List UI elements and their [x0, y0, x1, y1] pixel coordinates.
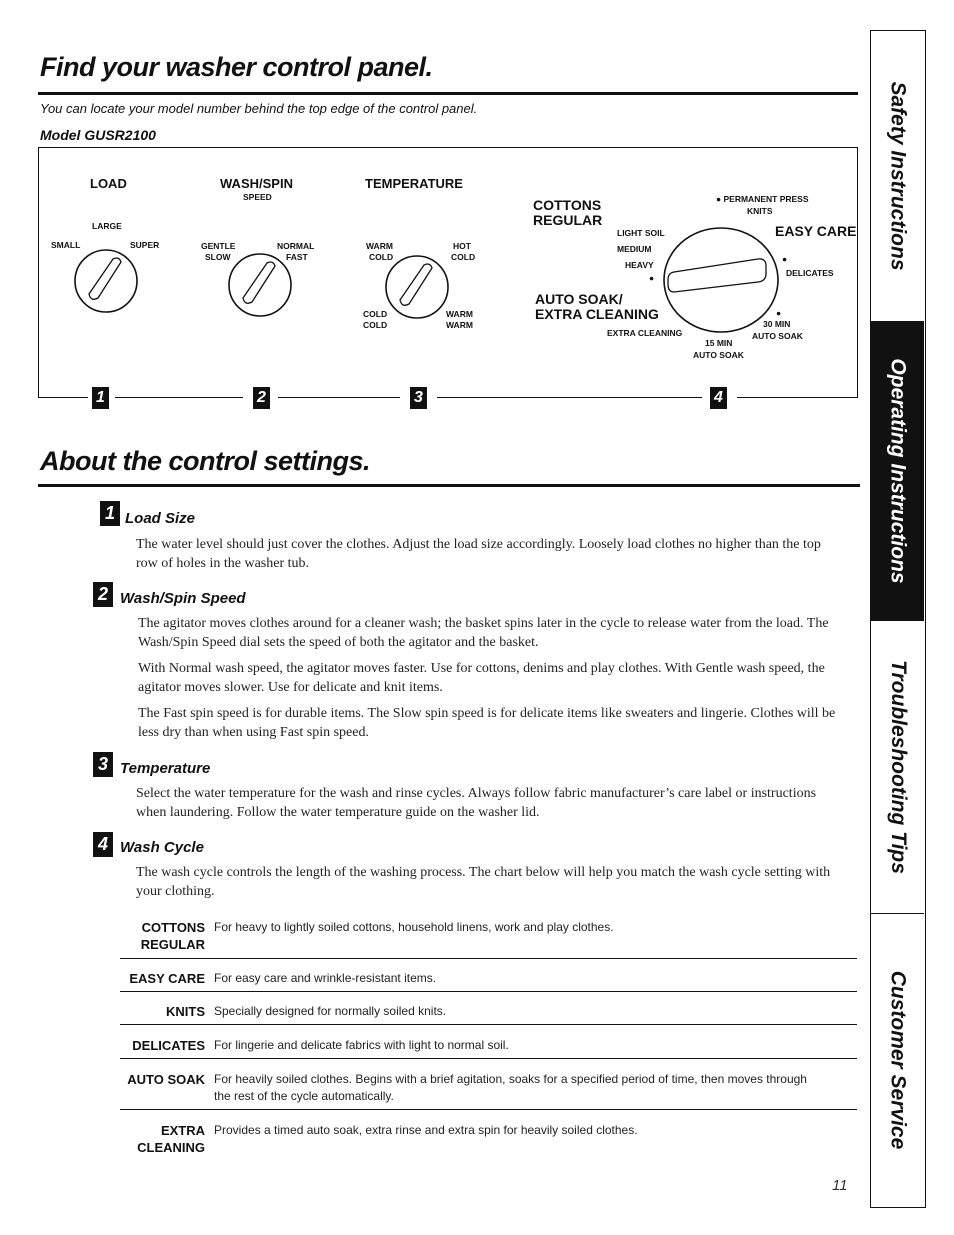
- about-title: About the control settings.: [40, 446, 370, 476]
- cycle-row-divider: [120, 991, 857, 992]
- cycle-easy-care: EASY CARE: [775, 223, 857, 239]
- section-2-marker: 2: [93, 582, 113, 607]
- perm-press-text: PERMANENT PRESS: [723, 194, 809, 204]
- washspin-normal: NORMAL: [277, 241, 315, 251]
- panel-baseline: [278, 397, 400, 398]
- cycle-row-divider: [120, 1058, 857, 1059]
- panel-baseline: [115, 397, 243, 398]
- heavy-dot-icon: ●: [649, 273, 655, 283]
- cycle-cottons: COTTONS: [533, 197, 602, 213]
- panel-baseline: [737, 397, 857, 398]
- washspin-gentle: GENTLE: [201, 241, 236, 251]
- cycle-row-desc: For easy care and wrinkle-resistant items.: [214, 971, 437, 985]
- tab-label: Safety Instructions: [886, 81, 910, 271]
- cycle-row-divider: [120, 958, 857, 959]
- section-3-marker: 3: [93, 752, 113, 777]
- cycle-row-desc: For heavily soiled clothes. Begins with a brief agitation, soaks for a specified period of time, then moves through the rest of the cycle automatically.: [214, 1072, 807, 1103]
- tab-safety-instructions[interactable]: [871, 31, 924, 322]
- cycle-extra-cleaning: EXTRA CLEANING: [535, 306, 659, 322]
- subtitle: You can locate your model number behind the top edge of the control panel.: [40, 101, 478, 116]
- cycle-knob[interactable]: [660, 224, 782, 336]
- temp-cold-bl1: COLD: [363, 309, 388, 319]
- section-2-text-2: With Normal wash speed, the agitator moves faster. Use for cottons, denims and play clothes. With Gentle wash speed, the agitator moves slower. Use for delicate and knit items.: [138, 661, 825, 695]
- tab-label: Operating Instructions: [886, 358, 910, 584]
- section-1-title: Load Size: [125, 510, 196, 527]
- about-rule: [38, 484, 860, 487]
- marker-1: 1: [92, 387, 109, 409]
- cycle-knits: KNITS: [747, 206, 773, 216]
- cycle-row-desc: For lingerie and delicate fabrics with light to normal soil.: [214, 1038, 509, 1052]
- section-1-marker: 1: [100, 501, 120, 526]
- easy-care-dot-icon: ●: [782, 254, 788, 264]
- temp-warm-br2: WARM: [446, 320, 473, 330]
- section-2-text-3: The Fast spin speed is for durable items. The Slow spin speed is for delicate items like sweaters and lingerie. Clothes will be less dry than when using Fast spin speed.: [138, 706, 836, 740]
- temp-warm-br1: WARM: [446, 309, 473, 319]
- cycle-30min: 30 MIN: [763, 319, 791, 329]
- temp-cold-right: COLD: [451, 252, 476, 262]
- tab-operating-instructions[interactable]: [871, 322, 924, 620]
- marker-4: 4: [710, 387, 727, 409]
- temperature-title: TEMPERATURE: [365, 176, 463, 191]
- tab-label: Customer Service: [886, 970, 910, 1150]
- panel-baseline: [437, 397, 702, 398]
- cycle-medium: MEDIUM: [617, 244, 652, 254]
- washspin-knob[interactable]: [227, 252, 293, 318]
- page-title: Find your washer control panel.: [40, 52, 433, 82]
- section-4-title: Wash Cycle: [120, 839, 204, 856]
- sidebar-tabs: [870, 30, 926, 1208]
- load-super: SUPER: [130, 240, 160, 250]
- model-label: Model GUSR2100: [40, 127, 156, 143]
- marker-3: 3: [410, 387, 427, 409]
- cycle-extra-cleaning-small: EXTRA CLEANING: [607, 328, 683, 338]
- min30-dot-icon: ●: [776, 308, 782, 318]
- cycle-row-divider: [120, 1109, 857, 1110]
- tab-customer-service[interactable]: [871, 914, 924, 1206]
- tab-label: Troubleshooting Tips: [886, 660, 910, 874]
- washspin-title: WASH/SPIN: [220, 176, 293, 191]
- section-4-text: The wash cycle controls the length of the washing process. The chart below will help you match the wash cycle setting with your clothing.: [136, 865, 831, 899]
- cycle-light-soil: LIGHT SOIL: [617, 228, 665, 238]
- cycle-row-desc: Provides a timed auto soak, extra rinse and extra spin for heavily soiled clothes.: [214, 1123, 638, 1137]
- cycle-row-desc: For heavy to lightly soiled cottons, household linens, work and play clothes.: [214, 920, 614, 934]
- cycle-delicates: DELICATES: [786, 268, 834, 278]
- temp-cold-bl2: COLD: [363, 320, 388, 330]
- section-4-marker: 4: [93, 832, 113, 857]
- marker-2: 2: [253, 387, 270, 409]
- section-3-text: Select the water temperature for the wash and rinse cycles. Always follow fabric manufacturer’s care label or instructions when laundering. Follow the water temperature guide on the washer lid.: [136, 786, 817, 820]
- section-1-text: The water level should just cover the clothes. Adjust the load size accordingly. Loosely load clothes no higher than the top row of holes in the washer tub.: [136, 537, 821, 571]
- cycle-auto-soak-bottom: AUTO SOAK: [693, 350, 744, 360]
- load-large: LARGE: [92, 221, 122, 231]
- cycle-heavy: HEAVY: [625, 260, 654, 270]
- page-number: 11: [832, 1177, 848, 1194]
- load-title: LOAD: [90, 176, 127, 191]
- cycle-row-name: DELICATES: [132, 1038, 205, 1053]
- cycle-auto-soak-small: AUTO SOAK: [752, 331, 803, 341]
- temp-warm-top: WARM: [366, 241, 393, 251]
- tab-troubleshooting-tips[interactable]: [871, 620, 924, 914]
- cycle-row-name: EXTRA CLEANING: [137, 1123, 205, 1155]
- cycle-row-name: EASY CARE: [129, 971, 205, 986]
- cycle-perm-press: ● PERMANENT PRESS: [716, 194, 809, 204]
- temperature-knob[interactable]: [384, 254, 450, 320]
- load-knob[interactable]: [73, 248, 139, 314]
- cycle-15min: 15 MIN: [705, 338, 733, 348]
- cycle-row-name: AUTO SOAK: [127, 1072, 205, 1087]
- washspin-fast: FAST: [286, 252, 308, 262]
- cycle-regular: REGULAR: [533, 212, 603, 228]
- temp-cold-top: COLD: [369, 252, 394, 262]
- title-rule: [38, 92, 858, 95]
- cycle-row-name: COTTONS REGULAR: [140, 920, 205, 952]
- panel-baseline: [38, 397, 88, 398]
- section-3-title: Temperature: [120, 760, 211, 777]
- load-small: SMALL: [51, 240, 81, 250]
- section-2-title: Wash/Spin Speed: [120, 590, 246, 607]
- cycle-row-divider: [120, 1024, 857, 1025]
- cycle-row-name: KNITS: [166, 1004, 205, 1019]
- temp-hot: HOT: [453, 241, 471, 251]
- section-2-text-1: The agitator moves clothes around for a cleaner wash; the basket spins later in the cycle to release water from the load. The Wash/Spin Speed dial sets the speed of both the agitator and the basket.: [138, 616, 829, 650]
- cycle-row-desc: Specially designed for normally soiled knits.: [214, 1004, 447, 1018]
- washspin-slow: SLOW: [205, 252, 231, 262]
- cycle-auto-soak: AUTO SOAK/: [535, 291, 623, 307]
- washspin-subtitle: SPEED: [243, 192, 272, 202]
